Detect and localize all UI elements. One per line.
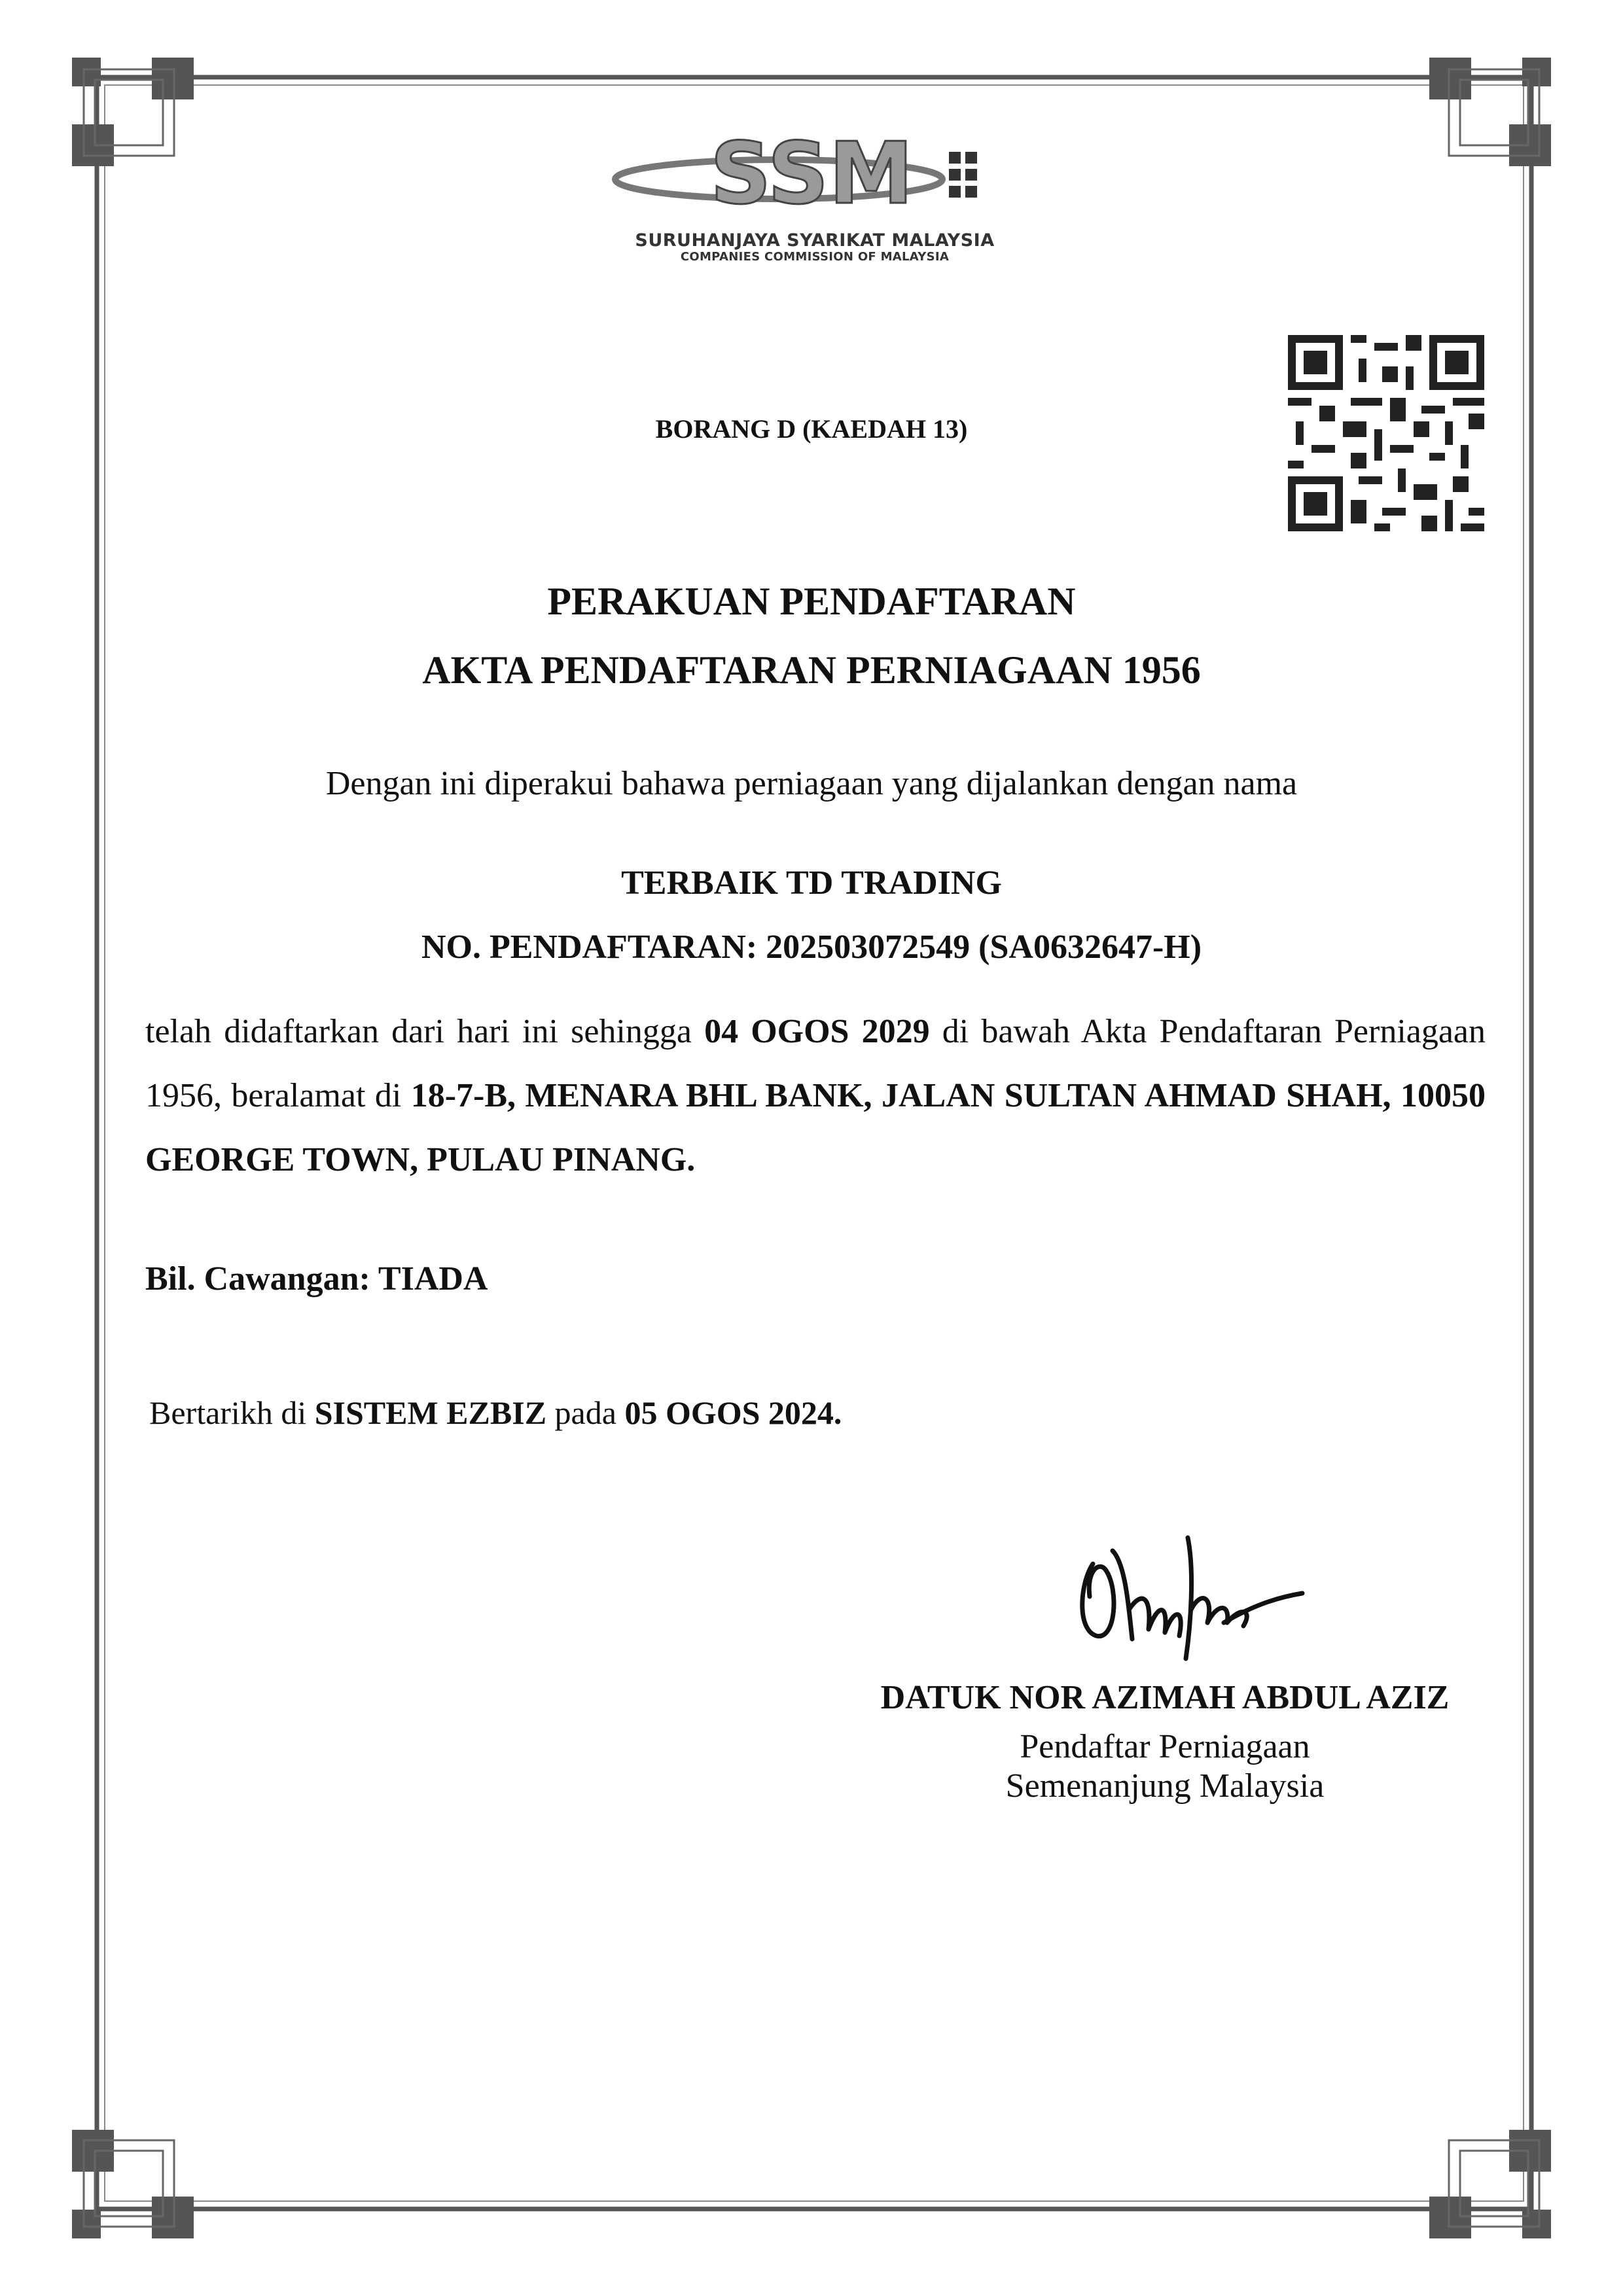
dated-mid: pada bbox=[546, 1394, 625, 1431]
signatory-title: Pendaftar Perniagaan bbox=[1020, 1728, 1310, 1765]
logo-name-malay: SURUHANJAYA SYARIKAT MALAYSIA bbox=[635, 230, 995, 251]
issuing-system: SISTEM EZBIZ bbox=[314, 1394, 547, 1431]
intro-text: Dengan ini diperakui bahawa perniagaan yang dijalankan dengan nama bbox=[325, 765, 1298, 802]
logo-mark: SSM bbox=[710, 126, 914, 223]
branch-count: Bil. Cawangan: TIADA bbox=[145, 1260, 488, 1298]
business-address: 18-7-B, MENARA BHL BANK, JALAN SULTAN AHMAD SHAH, 10050 GEORGE TOWN, PULAU PINANG. bbox=[145, 1077, 1486, 1178]
signatory-name: DATUK NOR AZIMAH ABDUL AZIZ bbox=[880, 1679, 1450, 1716]
registration-number: NO. PENDAFTARAN: 202503072549 (SA0632647-H) bbox=[421, 928, 1202, 966]
expiry-date: 04 OGOS 2029 bbox=[704, 1013, 930, 1050]
logo-name-english: COMPANIES COMMISSION OF MALAYSIA bbox=[680, 250, 950, 264]
statement-text-1: telah didaftarkan dari hari ini sehingga bbox=[145, 1013, 705, 1050]
issue-date: 05 OGOS 2024. bbox=[624, 1394, 842, 1431]
signature-icon bbox=[1067, 1525, 1309, 1675]
business-name: TERBAIK TD TRADING bbox=[621, 864, 1002, 902]
ssm-logo bbox=[612, 126, 1018, 270]
act-title: AKTA PENDAFTARAN PERNIAGAAN 1956 bbox=[422, 648, 1201, 692]
certificate-title: PERAKUAN PENDAFTARAN bbox=[547, 580, 1076, 623]
registration-statement bbox=[145, 1000, 1486, 1192]
dated-prefix: Bertarikh di bbox=[149, 1394, 315, 1431]
form-reference: BORANG D (KAEDAH 13) bbox=[655, 414, 968, 444]
ssm-logo-icon bbox=[612, 126, 1018, 230]
signatory-region: Semenanjung Malaysia bbox=[1005, 1767, 1325, 1805]
date-statement bbox=[149, 1394, 842, 1432]
statement-text-2: di bawah Akta Pendaftaran Perniagaan 1956, beralamat di bbox=[145, 1013, 1486, 1114]
